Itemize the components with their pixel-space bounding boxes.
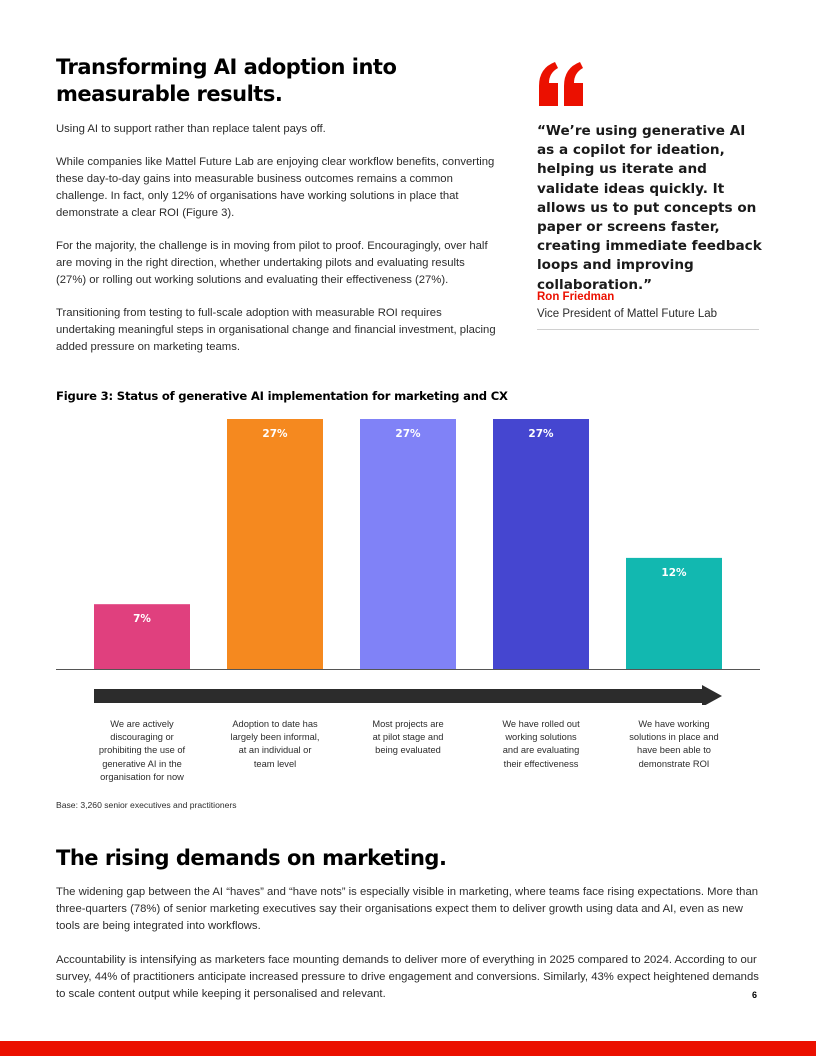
body-paragraph: The widening gap between the AI “haves” and “have nots” is especially visible in marketing, where teams face rising expectations. More than three-quarters (78%) of senior marketing executives say their organisations expect them to deliver growth using data and AI, even as new tools are being integrated into workflows. <box>56 886 759 932</box>
body-paragraph: While companies like Mattel Future Lab are enjoying clear workflow benefits, converting these day-to-day gains into measurable business outcomes remains a common challenge. In fact, only 12% of organisations have working solutions in place that demonstrate a clear ROI (Figure 3). <box>56 156 495 219</box>
bar-value-label: 27% <box>395 428 421 440</box>
bar <box>360 419 456 669</box>
quote-divider <box>537 329 759 330</box>
quotation-mark-icon <box>537 62 587 106</box>
page-number: 6 <box>752 990 758 1000</box>
category-label: We are actively discouraging or prohibiting the use of generative AI in the organisation for now <box>98 719 186 782</box>
body-paragraph: Transitioning from testing to full-scale adoption with measurable ROI requires undertaking meaningful steps in organisational change and financial investment, placing added pressure on marketing teams. <box>56 307 496 353</box>
intro-paragraph: Using AI to support rather than replace talent pays off. <box>56 123 326 135</box>
pull-quote: “We’re using generative AI as a copilot for ideation, helping us iterate and validate ideas quickly. It allows us to put concepts on paper or screens faster, creating immediate feedback loops and improving collaboration.” <box>537 123 762 293</box>
bar-value-label: 27% <box>528 428 554 440</box>
bar-value-label: 12% <box>661 566 687 579</box>
bar <box>493 419 589 669</box>
section-title: The rising demands on marketing. <box>56 846 447 870</box>
quote-author-role: Vice President of Mattel Future Lab <box>537 308 718 320</box>
base-note: Base: 3,260 senior executives and practitioners <box>56 800 237 810</box>
figure-title: Figure 3: Status of generative AI implementation for marketing and CX <box>56 389 508 403</box>
quote-author-name: Ron Friedman <box>537 291 615 303</box>
body-paragraph: For the majority, the challenge is in moving from pilot to proof. Encouragingly, over half are moving in the right direction, whether undertaking pilots and evaluating results (27%) or rolling out working solutions and evaluating their effectiveness (27%). <box>56 240 488 286</box>
chart-canvas <box>56 405 760 705</box>
section-title: Transforming AI adoption into measurable results. <box>56 55 397 106</box>
bar <box>227 419 323 669</box>
category-label: We have working solutions in place and have been able to demonstrate ROI <box>629 719 719 769</box>
category-label: Adoption to date has largely been informal, at an individual or team level <box>230 719 320 769</box>
bar-value-label: 27% <box>262 428 288 440</box>
category-label: Most projects are at pilot stage and being evaluated <box>372 719 444 756</box>
body-paragraph: Accountability is intensifying as marketers face mounting demands to deliver more of everything in 2025 compared to 2024. According to our survey, 44% of practitioners anticipate increased pressure to drive engagement and conversions. Similarly, 43% expect heightened demands to scale content output while keeping it personalised and relevant. <box>56 954 759 1000</box>
progression-arrow-icon <box>94 685 722 705</box>
footer-bar <box>0 1041 816 1056</box>
category-label: We have rolled out working solutions and are evaluating their effectiveness <box>502 719 580 769</box>
bar-value-label: 7% <box>133 613 151 626</box>
bar-chart <box>56 405 760 805</box>
